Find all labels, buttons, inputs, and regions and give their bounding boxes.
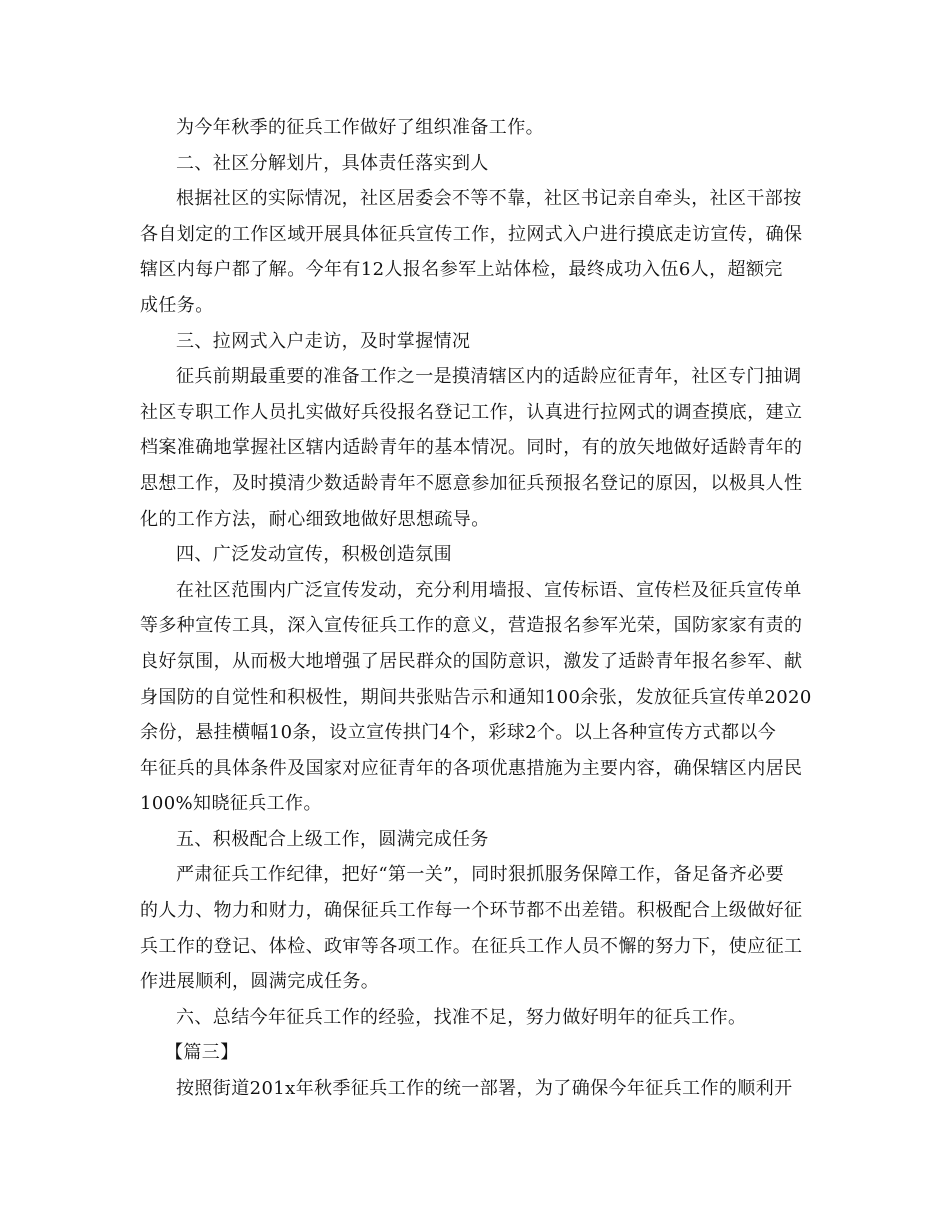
paragraph-line: 严肃征兵工作纪律，把好“第一关”，同时狠抓服务保障工作，备足备齐必要 — [176, 864, 785, 886]
paragraph-line: 征兵前期最重要的准备工作之一是摸清辖区内的适龄应征青年，社区专门抽调 — [176, 366, 802, 388]
paragraph-line: 为今年秋季的征兵工作做好了组织准备工作。 — [176, 117, 544, 138]
section-heading: 五、积极配合上级工作，圆满完成任务 — [176, 828, 489, 850]
section-heading: 六、总结今年征兵工作的经验，找准不足，努力做好明年的征兵工作。 — [176, 1006, 747, 1028]
paragraph-line: 年征兵的具体条件及国家对应征青年的各项优惠措施为主要内容，确保辖区内居民 — [140, 757, 803, 779]
paragraph-line: 等多种宣传工具，深入宣传征兵工作的意义，营造报名参军光荣，国防家家有责的 — [140, 615, 803, 637]
section-heading: 二、社区分解划片，具体责任落实到人 — [176, 152, 489, 174]
section-heading: 三、拉网式入户走访，及时掌握情况 — [176, 330, 471, 352]
paragraph-line: 100%知晓征兵工作。 — [140, 793, 322, 815]
paragraph-line: 成任务。 — [140, 294, 214, 316]
section-label: 【篇三】 — [165, 1042, 239, 1064]
paragraph-line: 在社区范围内广泛宣传发动，充分利用墙报、宣传标语、宣传栏及征兵宣传单 — [176, 579, 802, 601]
paragraph-line: 辖区内每户都了解。今年有12人报名参军上站体检，最终成功入伍6人，超额完 — [140, 259, 783, 281]
paragraph-line: 思想工作，及时摸清少数适龄青年不愿意参加征兵预报名登记的原因，以极具人性 — [140, 472, 803, 494]
paragraph-line: 化的工作方法，耐心细致地做好思想疏导。 — [140, 508, 490, 530]
paragraph-line: 余份，悬挂横幅10条，设立宣传拱门4个，彩球2个。以上各种宣传方式都以今 — [140, 722, 777, 744]
paragraph-line: 身国防的自觉性和积极性，期间共张贴告示和通知100余张，发放征兵宣传单2020 — [140, 686, 812, 708]
paragraph-line: 按照街道201x年秋季征兵工作的统一部署，为了确保今年征兵工作的顺利开 — [176, 1078, 793, 1100]
document-body — [140, 110, 816, 1107]
paragraph-line: 根据社区的实际情况，社区居委会不等不靠，社区书记亲自牵头，社区干部按 — [176, 188, 802, 210]
paragraph-line: 良好氛围，从而极大地增强了居民群众的国防意识，激发了适龄青年报名参军、献 — [140, 650, 803, 672]
paragraph-line: 的人力、物力和财力，确保征兵工作每一个环节都不出差错。积极配合上级做好征 — [140, 900, 803, 922]
paragraph-line: 社区专职工作人员扎实做好兵役报名登记工作，认真进行拉网式的调查摸底，建立 — [140, 401, 803, 423]
paragraph-line: 作进展顺利，圆满完成任务。 — [140, 971, 380, 993]
section-heading: 四、广泛发动宣传，积极创造氛围 — [176, 544, 452, 566]
paragraph-line: 档案准确地掌握社区辖内适龄青年的基本情况。同时，有的放矢地做好适龄青年的 — [140, 437, 803, 459]
paragraph-line: 兵工作的登记、体检、政审等各项工作。在征兵工作人员不懈的努力下，使应征工 — [140, 935, 803, 957]
paragraph-line: 各自划定的工作区域开展具体征兵宣传工作，拉网式入户进行摸底走访宣传，确保 — [140, 223, 803, 245]
